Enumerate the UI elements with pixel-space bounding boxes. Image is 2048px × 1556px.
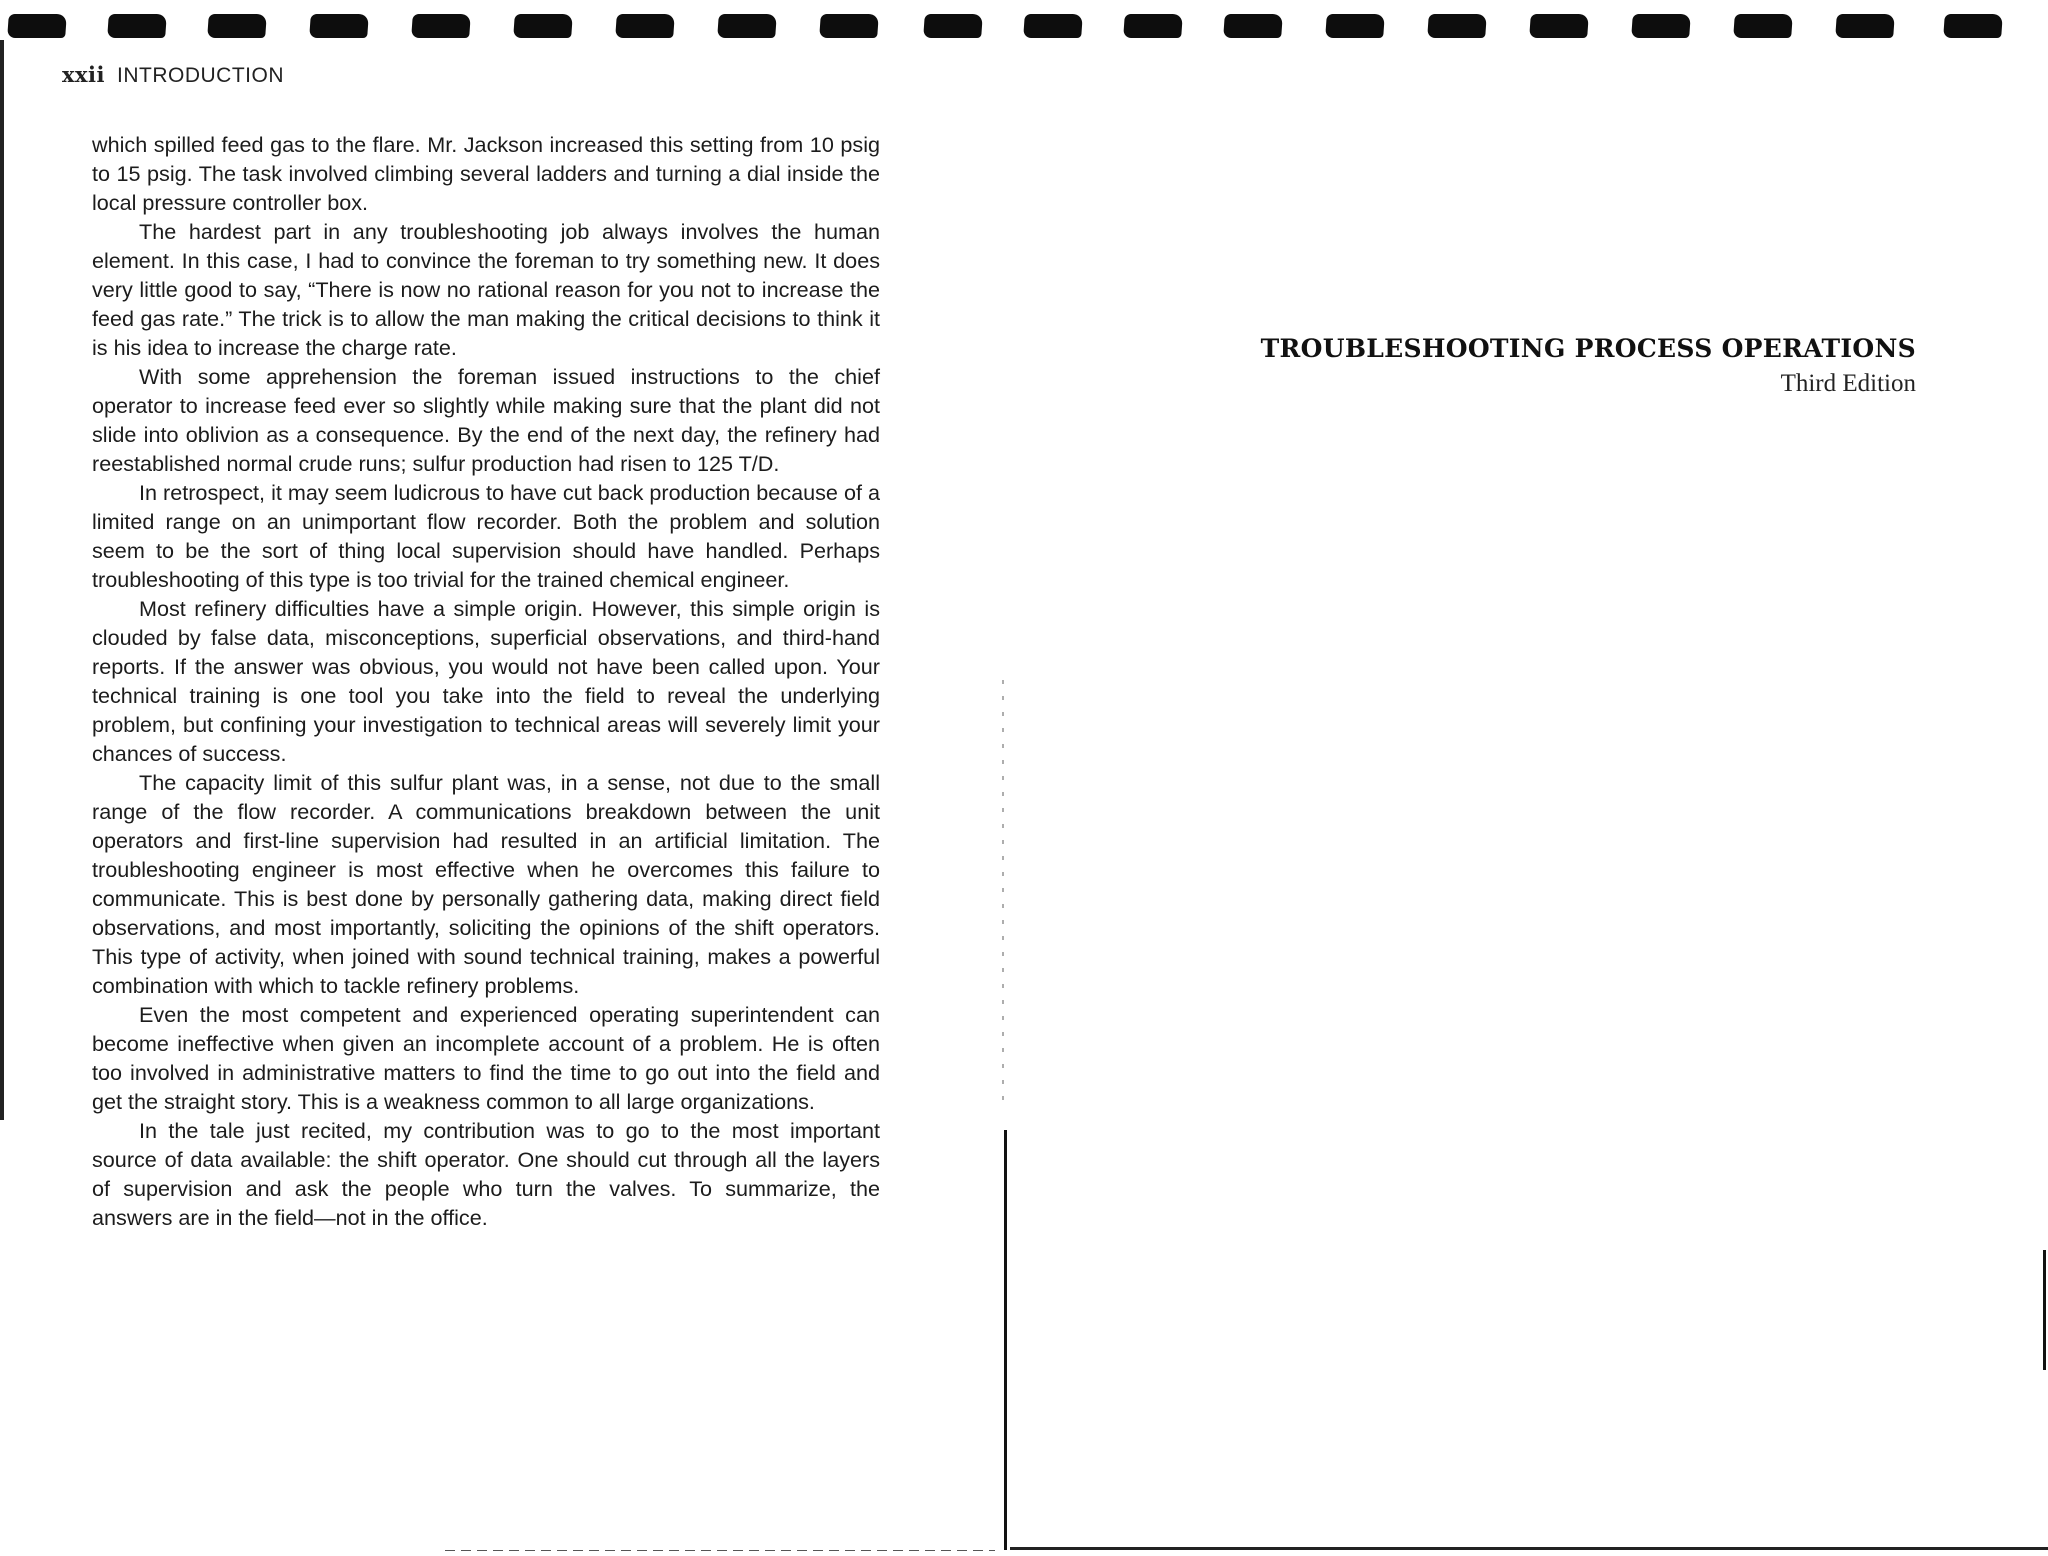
binding-hole bbox=[411, 14, 471, 38]
paragraph-4: In retrospect, it may seem ludicrous to have cut back production because of a limited range on an unimportant flow recorder. Both the problem and solution seem to be the sort of thing local supervision should have handled. Perhaps troubleshooting of this type is too trivial for the trained chemical engineer. bbox=[92, 480, 880, 592]
paragraph-6: The capacity limit of this sulfur plant was, in a sense, not due to the small range of the flow recorder. A communications breakdown between the unit operators and first-line supervision had resulted in an artificial limitation. The troubleshooting engineer is most effective when he overcomes this failure to communicate. This is best done by personally gathering data, making direct field observations, and most importantly, soliciting the opinions of the shift operators. This type of activity, when joined with sound technical training, makes a powerful combination with which to tackle refinery problems. bbox=[92, 770, 880, 998]
book-title: TROUBLESHOOTING PROCESS OPERATIONS bbox=[1260, 334, 1916, 363]
binding-hole bbox=[1631, 14, 1691, 38]
binding-hole bbox=[717, 14, 777, 38]
binding-hole bbox=[1223, 14, 1283, 38]
paragraph-8: In the tale just recited, my contribution was to go to the most important source of data available: the shift operator. One should cut through all the layers of supervision and ask the people who turn the valves. To summarize, the answers are in the field—not in the office. bbox=[92, 1118, 880, 1230]
page-edge-left bbox=[0, 40, 4, 1120]
binding-hole bbox=[1123, 14, 1183, 38]
binding-hole bbox=[1427, 14, 1487, 38]
gutter-shadow bbox=[1002, 680, 1004, 1110]
paragraph-7: Even the most competent and experienced operating superintendent can become ineffective when given an incomplete account of a problem. He is often too involved in administrative matters to find the time to go out into the field and get the straight story. This is a weakness common to all large organizations. bbox=[92, 1002, 880, 1114]
paragraph-2: The hardest part in any troubleshooting job always involves the human element. In this case, I had to convince the foreman to try something new. It does very little good to say, “There is now no rational reason for you not to increase the feed gas rate.” The trick is to allow the man making the critical decisions to think it is his idea to increase the charge rate. bbox=[92, 219, 880, 360]
binding-hole bbox=[819, 14, 879, 38]
spiral-binding bbox=[0, 0, 2048, 52]
page-number: xxii bbox=[62, 62, 105, 87]
page-edge-right bbox=[2043, 1250, 2046, 1370]
binding-hole bbox=[1943, 14, 2003, 38]
binding-hole bbox=[1529, 14, 1589, 38]
binding-hole bbox=[1733, 14, 1793, 38]
binding-hole bbox=[1023, 14, 1083, 38]
binding-hole bbox=[107, 14, 167, 38]
paragraph-1: which spilled feed gas to the flare. Mr. Jackson increased this setting from 10 psig to 15 psig. The task involved climbing several ladders and turning a dial inside the local pressure controller box. bbox=[92, 132, 880, 215]
body-text bbox=[92, 130, 880, 1232]
binding-hole bbox=[207, 14, 267, 38]
binding-hole bbox=[513, 14, 573, 38]
binding-hole bbox=[1325, 14, 1385, 38]
running-head bbox=[62, 62, 284, 88]
page-gutter bbox=[1004, 1130, 1007, 1550]
binding-hole bbox=[615, 14, 675, 38]
section-title: INTRODUCTION bbox=[117, 64, 284, 87]
page-edge-bottom-left bbox=[445, 1550, 995, 1551]
paragraph-3: With some apprehension the foreman issued instructions to the chief operator to increase feed ever so slightly while making sure that the plant did not slide into oblivion as a consequence. By the end of the next day, the refinery had reestablished normal crude runs; sulfur production had risen to 125 T/D. bbox=[92, 364, 880, 476]
page-edge-bottom-right bbox=[1010, 1547, 2048, 1550]
binding-hole bbox=[7, 14, 67, 38]
binding-hole bbox=[923, 14, 983, 38]
book-edition: Third Edition bbox=[1780, 370, 1916, 397]
binding-hole bbox=[309, 14, 369, 38]
paragraph-5: Most refinery difficulties have a simple origin. However, this simple origin is clouded by false data, misconceptions, superficial observations, and third-hand reports. If the answer was obvious, you would not have been called upon. Your technical training is one tool you take into the field to reveal the underlying problem, but confining your investigation to technical areas will severely limit your chances of success. bbox=[92, 596, 880, 766]
binding-hole bbox=[1835, 14, 1895, 38]
